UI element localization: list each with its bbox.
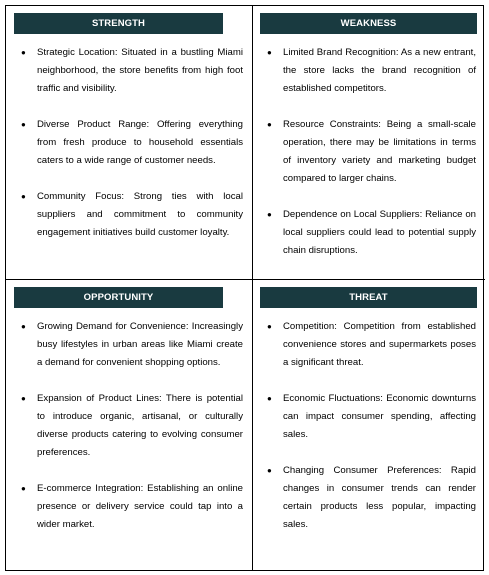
weakness-header: WEAKNESS [260, 13, 477, 34]
opportunity-list [14, 318, 244, 534]
list-item-text: Resource Constraints: Being a small-scale operation, there may be limitations in terms of inventory variety and marketing budget compared to larger chains. [283, 119, 476, 184]
bullet-icon: ● [267, 120, 272, 129]
list-item [260, 44, 477, 98]
opportunity-header: OPPORTUNITY [14, 287, 223, 308]
list-item [14, 318, 244, 372]
list-item-text: Changing Consumer Preferences: Rapid changes in consumer trends can render certain products less popular, impacting sales. [283, 465, 476, 530]
bullet-icon: ● [21, 48, 26, 57]
strength-header: STRENGTH [14, 13, 223, 34]
threat-list [260, 318, 477, 534]
list-item [260, 116, 477, 188]
list-item [14, 390, 244, 462]
list-item-text: Limited Brand Recognition: As a new entrant, the store lacks the brand recognition of established competitors. [283, 47, 476, 94]
list-item [14, 116, 244, 170]
strength-quadrant [6, 6, 253, 280]
opportunity-quadrant [6, 280, 253, 570]
swot-grid [5, 5, 484, 571]
bullet-icon: ● [21, 484, 26, 493]
list-item [14, 188, 244, 242]
list-item-text: Diverse Product Range: Offering everything from fresh produce to household essentials caters to a wide range of customer needs. [37, 119, 243, 166]
bullet-icon: ● [21, 192, 26, 201]
bullet-icon: ● [21, 322, 26, 331]
bullet-icon: ● [267, 48, 272, 57]
threat-header: THREAT [260, 287, 477, 308]
list-item-text: Growing Demand for Convenience: Increasingly busy lifestyles in urban areas like Miami create a demand for convenient shopping options. [37, 321, 243, 368]
bullet-icon: ● [267, 210, 272, 219]
list-item-text: Competition: Competition from established convenience stores and supermarkets poses a significant threat. [283, 321, 476, 368]
bullet-icon: ● [21, 120, 26, 129]
bullet-icon: ● [267, 394, 272, 403]
list-item [14, 44, 244, 98]
weakness-list [260, 44, 477, 260]
threat-quadrant [253, 280, 485, 570]
list-item [14, 480, 244, 534]
list-item [260, 462, 477, 534]
bullet-icon: ● [21, 394, 26, 403]
list-item-text: E-commerce Integration: Establishing an online presence or delivery service could tap into a wider market. [37, 483, 243, 530]
bullet-icon: ● [267, 466, 272, 475]
list-item-text: Economic Fluctuations: Economic downturns can impact consumer spending, affecting sales. [283, 393, 476, 440]
list-item-text: Dependence on Local Suppliers: Reliance on local suppliers could lead to potential supply chain disruptions. [283, 209, 476, 256]
list-item [260, 318, 477, 372]
bullet-icon: ● [267, 322, 272, 331]
list-item [260, 390, 477, 444]
list-item-text: Expansion of Product Lines: There is potential to introduce organic, artisanal, or culturally diverse products catering to evolving consumer preferences. [37, 393, 243, 458]
list-item-text: Community Focus: Strong ties with local suppliers and commitment to community engagement initiatives build customer loyalty. [37, 191, 243, 238]
strength-list [14, 44, 244, 242]
weakness-quadrant [253, 6, 485, 280]
list-item [260, 206, 477, 260]
list-item-text: Strategic Location: Situated in a bustling Miami neighborhood, the store benefits from high foot traffic and visibility. [37, 47, 243, 94]
